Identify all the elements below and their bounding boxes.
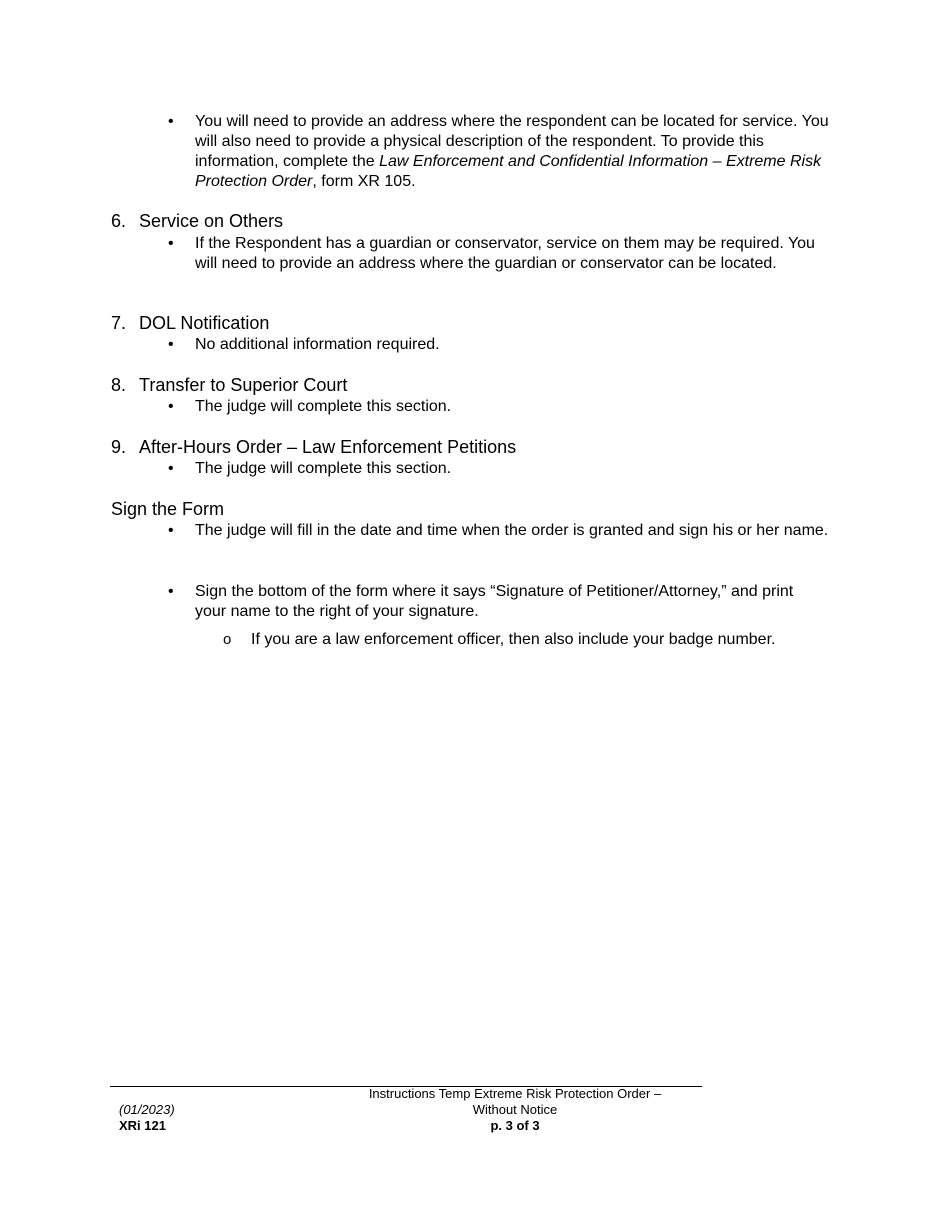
footer-title-line2: Without Notice (472, 1102, 558, 1117)
intro-bullet-form-name: Law Enforcement and Confidential Information – Extreme Risk Protection Order (195, 153, 822, 190)
section-number: 8. (111, 375, 127, 395)
section-title: Transfer to Superior Court (139, 375, 348, 395)
bullet-marker: • (168, 113, 174, 130)
section-number: 7. (111, 313, 127, 333)
footer-date (119, 1102, 175, 1118)
sign-form-bullet-judge: The judge will fill in the date and time when the order is granted and sign his or her name. (195, 522, 829, 539)
section-heading-8 (111, 374, 347, 396)
bullet-marker: • (168, 336, 174, 353)
section-6-bullet: If the Respondent has a guardian or conservator, service on them may be required. You will need to provide an address where the guardian or conservator can be located. (195, 235, 815, 272)
intro-bullet-part1: You will need to provide an address where the respondent can be located for service. You will also need to provide a physical description of the respondent. To provide this information, complete the (195, 113, 829, 170)
footer-date-text: (01/2023) (119, 1102, 175, 1117)
section-title: After-Hours Order – Law Enforcement Petitions (139, 437, 517, 457)
footer-form-id (119, 1118, 166, 1134)
footer-form-id-text: XRi 121 (119, 1118, 166, 1133)
section-number: 6. (111, 211, 127, 231)
section-7-bullet: No additional information required. (195, 336, 440, 353)
bullet-marker: • (168, 398, 174, 415)
intro-bullet-text (195, 112, 845, 192)
section-heading-6 (111, 210, 283, 232)
bullet-marker: • (168, 583, 174, 600)
bullet-marker: • (168, 460, 174, 477)
sign-form-sub-bullet-badge: If you are a law enforcement officer, then also include your badge number. (251, 631, 776, 648)
sub-bullet-marker: o (223, 631, 232, 648)
footer-title-line1: Instructions Temp Extreme Risk Protection Order – (368, 1086, 662, 1101)
section-title: Service on Others (139, 211, 284, 231)
bullet-marker: • (168, 235, 174, 252)
intro-bullet-part2: , form XR 105. (312, 173, 416, 190)
section-number: 9. (111, 437, 127, 457)
section-8-bullet: The judge will complete this section. (195, 398, 452, 415)
bullet-marker: • (168, 522, 174, 539)
section-title: DOL Notification (139, 313, 270, 333)
footer-page-number (330, 1118, 700, 1134)
footer-page-text: p. 3 of 3 (490, 1118, 540, 1133)
section-9-bullet: The judge will complete this section. (195, 460, 452, 477)
sign-form-bullet-signature: Sign the bottom of the form where it says “Signature of Petitioner/Attorney,” and print your name to the right of your signature. (195, 583, 794, 620)
section-heading-7 (111, 312, 269, 334)
sign-form-heading: Sign the Form (111, 499, 225, 519)
section-heading-9 (111, 436, 516, 458)
